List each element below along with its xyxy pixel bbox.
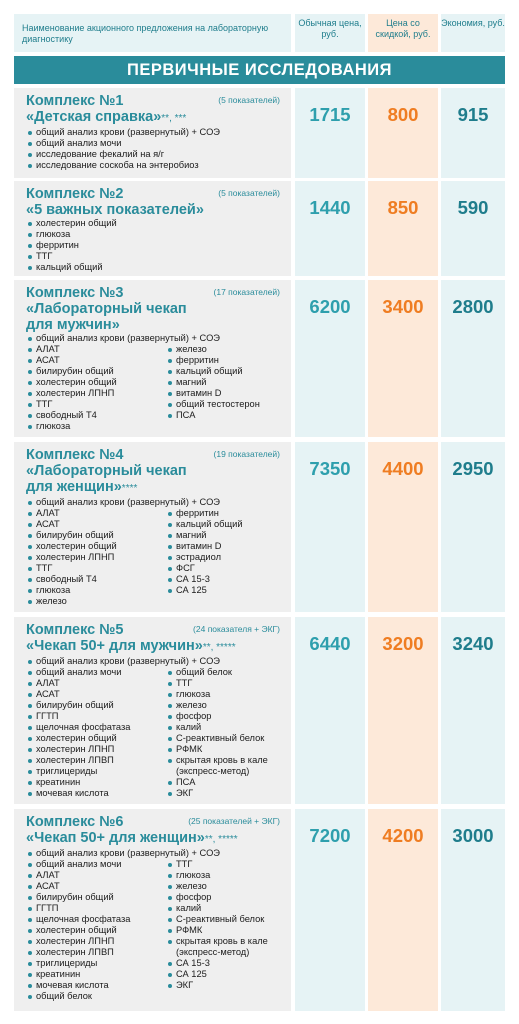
test-item: билирубин общий [26,700,166,711]
test-item: АСАТ [26,355,166,366]
test-item: холестерин ЛПВП [26,947,166,958]
test-item: билирубин общий [26,366,166,377]
savings-amount: 2950 [452,458,494,479]
test-list [26,218,288,273]
package-name [26,830,288,848]
test-item: свободный Т4 [26,574,166,585]
test-item: СА 125 [166,585,288,596]
package-indicator-count: (5 показателей) [218,95,280,105]
footnote-mark: **, ***** [204,834,238,845]
package-number: Комплекс №1 [26,93,124,109]
package-name [26,317,288,333]
test-columns [26,344,288,432]
test-item: витамин D [166,388,288,399]
test-item: кальций общий [166,366,288,377]
test-list [26,656,288,667]
test-item: витамин D [166,541,288,552]
regular-price: 7200 [309,825,351,846]
discount-price-cell [368,88,438,178]
regular-price-cell [295,88,365,178]
package-indicator-count: (25 показателей + ЭКГ) [188,816,280,826]
package-info [26,622,288,799]
test-item: общий анализ мочи [26,667,166,678]
test-list [26,127,288,171]
test-item: ПСА [166,777,288,788]
test-item: ГГТП [26,711,166,722]
discount-price: 3400 [382,296,424,317]
footnote-mark: **, ***** [202,642,236,653]
package-name-text: «Детская справка» [26,109,162,125]
package-number: Комплекс №4 [26,447,124,463]
test-item: холестерин общий [26,377,166,388]
test-list-col2 [166,508,288,607]
test-item: ГГТП [26,903,166,914]
discount-price-cell [368,181,438,276]
test-item: калий [166,722,288,733]
test-item: железо [26,596,166,607]
test-item: магний [166,377,288,388]
test-item: ТТГ [26,251,288,262]
test-item: (экспресс-метод) [176,947,250,957]
test-list [26,333,288,344]
test-item: ТТГ [26,563,166,574]
test-item: АСАТ [26,519,166,530]
package-name-text: «Чекап 50+ для мужчин» [26,638,203,654]
test-item: РФМК [166,925,288,936]
test-item: СА 15-3 [166,574,288,585]
package-indicator-count: (19 показателей) [213,449,280,459]
test-columns [26,667,288,799]
test-item: скрытая кровь в кале [166,936,288,947]
package-name-text: «5 важных показателей» [26,202,204,218]
test-item: креатинин [26,777,166,788]
test-item: холестерин общий [26,218,288,229]
header-description: Наименование акционного предложения на лабораторную диагностику [14,14,291,52]
test-item: эстрадиол [166,552,288,563]
savings-cell [441,181,505,276]
package-indicator-count: (17 показателей) [213,287,280,297]
package-name [26,109,288,127]
test-item: кальций общий [166,519,288,530]
test-item: ФСГ [166,563,288,574]
test-item: общий тестостерон [166,399,288,410]
regular-price: 1440 [309,197,351,218]
test-item: свободный Т4 [26,410,166,421]
test-item: АСАТ [26,881,166,892]
savings-amount: 915 [457,104,489,125]
package-name-text: для женщин» [26,479,122,495]
discount-price: 4400 [382,458,424,479]
package-name [26,463,288,479]
test-list-col1 [26,344,166,432]
savings-amount: 2800 [452,296,494,317]
discount-price: 850 [387,197,419,218]
footnote-mark: **** [121,483,138,494]
test-item: общий анализ мочи [26,859,166,870]
test-item: общий анализ крови (развернутый) + СОЭ [26,848,288,859]
package-name-text: «Лабораторный чекап [26,463,187,479]
package-name-text: «Чекап 50+ для женщин» [26,830,205,846]
package-info [26,814,288,1002]
test-item: АЛАТ [26,508,166,519]
test-item: ТТГ [26,399,166,410]
test-item: РФМК [166,744,288,755]
test-item: щелочная фосфатаза [26,722,166,733]
test-item: кальций общий [26,262,288,273]
test-item: билирубин общий [26,530,166,541]
package-name [26,479,288,497]
package-number: Комплекс №2 [26,186,124,202]
regular-price: 6440 [309,633,351,654]
test-item: СА 125 [166,969,288,980]
package-info [26,93,288,171]
test-item: ТТГ [166,859,288,870]
test-item: мочевая кислота [26,788,166,799]
package-name [26,301,288,317]
package-header [26,622,288,638]
package-info [26,285,288,432]
test-item: щелочная фосфатаза [26,914,166,925]
package-header [26,186,288,202]
test-item: фосфор [166,711,288,722]
package-header [26,93,288,109]
test-item: глюкоза [166,870,288,881]
header-regular-price: Обычная цена, руб. [295,14,365,52]
test-item: холестерин общий [26,541,166,552]
test-item: АЛАТ [26,678,166,689]
package-header [26,285,288,301]
test-item: холестерин ЛПНП [26,936,166,947]
test-columns [26,859,288,1002]
test-item: триглицериды [26,766,166,777]
test-item: глюкоза [26,421,166,432]
test-item: холестерин общий [26,733,166,744]
test-list-col2 [166,667,288,799]
savings-cell [441,88,505,178]
test-item: ПСА [166,410,288,421]
package-info [26,186,288,273]
discount-price: 800 [387,104,419,125]
test-item: общий белок [26,991,166,1002]
test-item: общий белок [166,667,288,678]
test-list [26,848,288,859]
test-item: С-реактивный белок [166,733,288,744]
test-item: триглицериды [26,958,166,969]
package-info [26,447,288,607]
test-item: глюкоза [26,229,288,240]
test-item: холестерин ЛПНП [26,388,166,399]
discount-price: 3200 [382,633,424,654]
package-name-text: «Лабораторный чекап [26,301,187,317]
test-list-col1 [26,667,166,799]
test-item: билирубин общий [26,892,166,903]
test-item: холестерин общий [26,925,166,936]
test-item: (экспресс-метод) [176,766,250,776]
test-item: АЛАТ [26,344,166,355]
test-item: холестерин ЛПВП [26,755,166,766]
test-item: фосфор [166,892,288,903]
test-item: креатинин [26,969,166,980]
test-item: общий анализ крови (развернутый) + СОЭ [26,497,288,508]
footnote-mark: **, *** [161,113,187,124]
package-name [26,202,288,218]
test-item: исследование фекалий на я/г [26,149,288,160]
test-list-col1 [26,508,166,607]
test-item: АСАТ [26,689,166,700]
test-list-col1 [26,859,166,1002]
test-item: ферритин [166,355,288,366]
test-item: ТТГ [166,678,288,689]
package-number: Комплекс №3 [26,285,124,301]
package-header [26,447,288,463]
test-item: железо [166,881,288,892]
test-item: общий анализ крови (развернутый) + СОЭ [26,127,288,138]
test-list-col2 [166,344,288,432]
section-banner: ПЕРВИЧНЫЕ ИССЛЕДОВАНИЯ [14,56,505,84]
package-number: Комплекс №6 [26,814,124,830]
test-item: глюкоза [26,585,166,596]
test-item: магний [166,530,288,541]
savings-amount: 590 [457,197,489,218]
savings-amount: 3000 [452,825,494,846]
package-indicator-count: (24 показателя + ЭКГ) [193,624,280,634]
header-discount-price: Цена со скидкой, руб. [368,14,438,52]
test-item: скрытая кровь в кале [166,755,288,766]
test-item: железо [166,344,288,355]
discount-price: 4200 [382,825,424,846]
test-item: общий анализ крови (развернутый) + СОЭ [26,333,288,344]
test-item: ферритин [166,508,288,519]
header-savings: Экономия, руб. [441,14,505,52]
package-name [26,638,288,656]
test-item: ЭКГ [166,980,288,991]
test-item: ЭКГ [166,788,288,799]
test-item: холестерин ЛПНП [26,552,166,563]
package-indicator-count: (5 показателей) [218,188,280,198]
test-item: железо [166,700,288,711]
test-item: СА 15-3 [166,958,288,969]
test-item: АЛАТ [26,870,166,881]
test-item: мочевая кислота [26,980,166,991]
test-item: общий анализ крови (развернутый) + СОЭ [26,656,288,667]
test-item: С-реактивный белок [166,914,288,925]
test-item: калий [166,903,288,914]
test-item: исследование соскоба на энтеробиоз [26,160,288,171]
test-list [26,497,288,508]
test-list-col2 [166,859,288,1002]
test-item: глюкоза [166,689,288,700]
package-number: Комплекс №5 [26,622,124,638]
regular-price-cell [295,181,365,276]
regular-price: 1715 [309,104,351,125]
package-name-text: для мужчин» [26,317,120,333]
regular-price: 6200 [309,296,351,317]
test-item: холестерин ЛПНП [26,744,166,755]
package-header [26,814,288,830]
test-columns [26,508,288,607]
test-item: ферритин [26,240,288,251]
test-item: общий анализ мочи [26,138,288,149]
regular-price: 7350 [309,458,351,479]
savings-amount: 3240 [452,633,494,654]
